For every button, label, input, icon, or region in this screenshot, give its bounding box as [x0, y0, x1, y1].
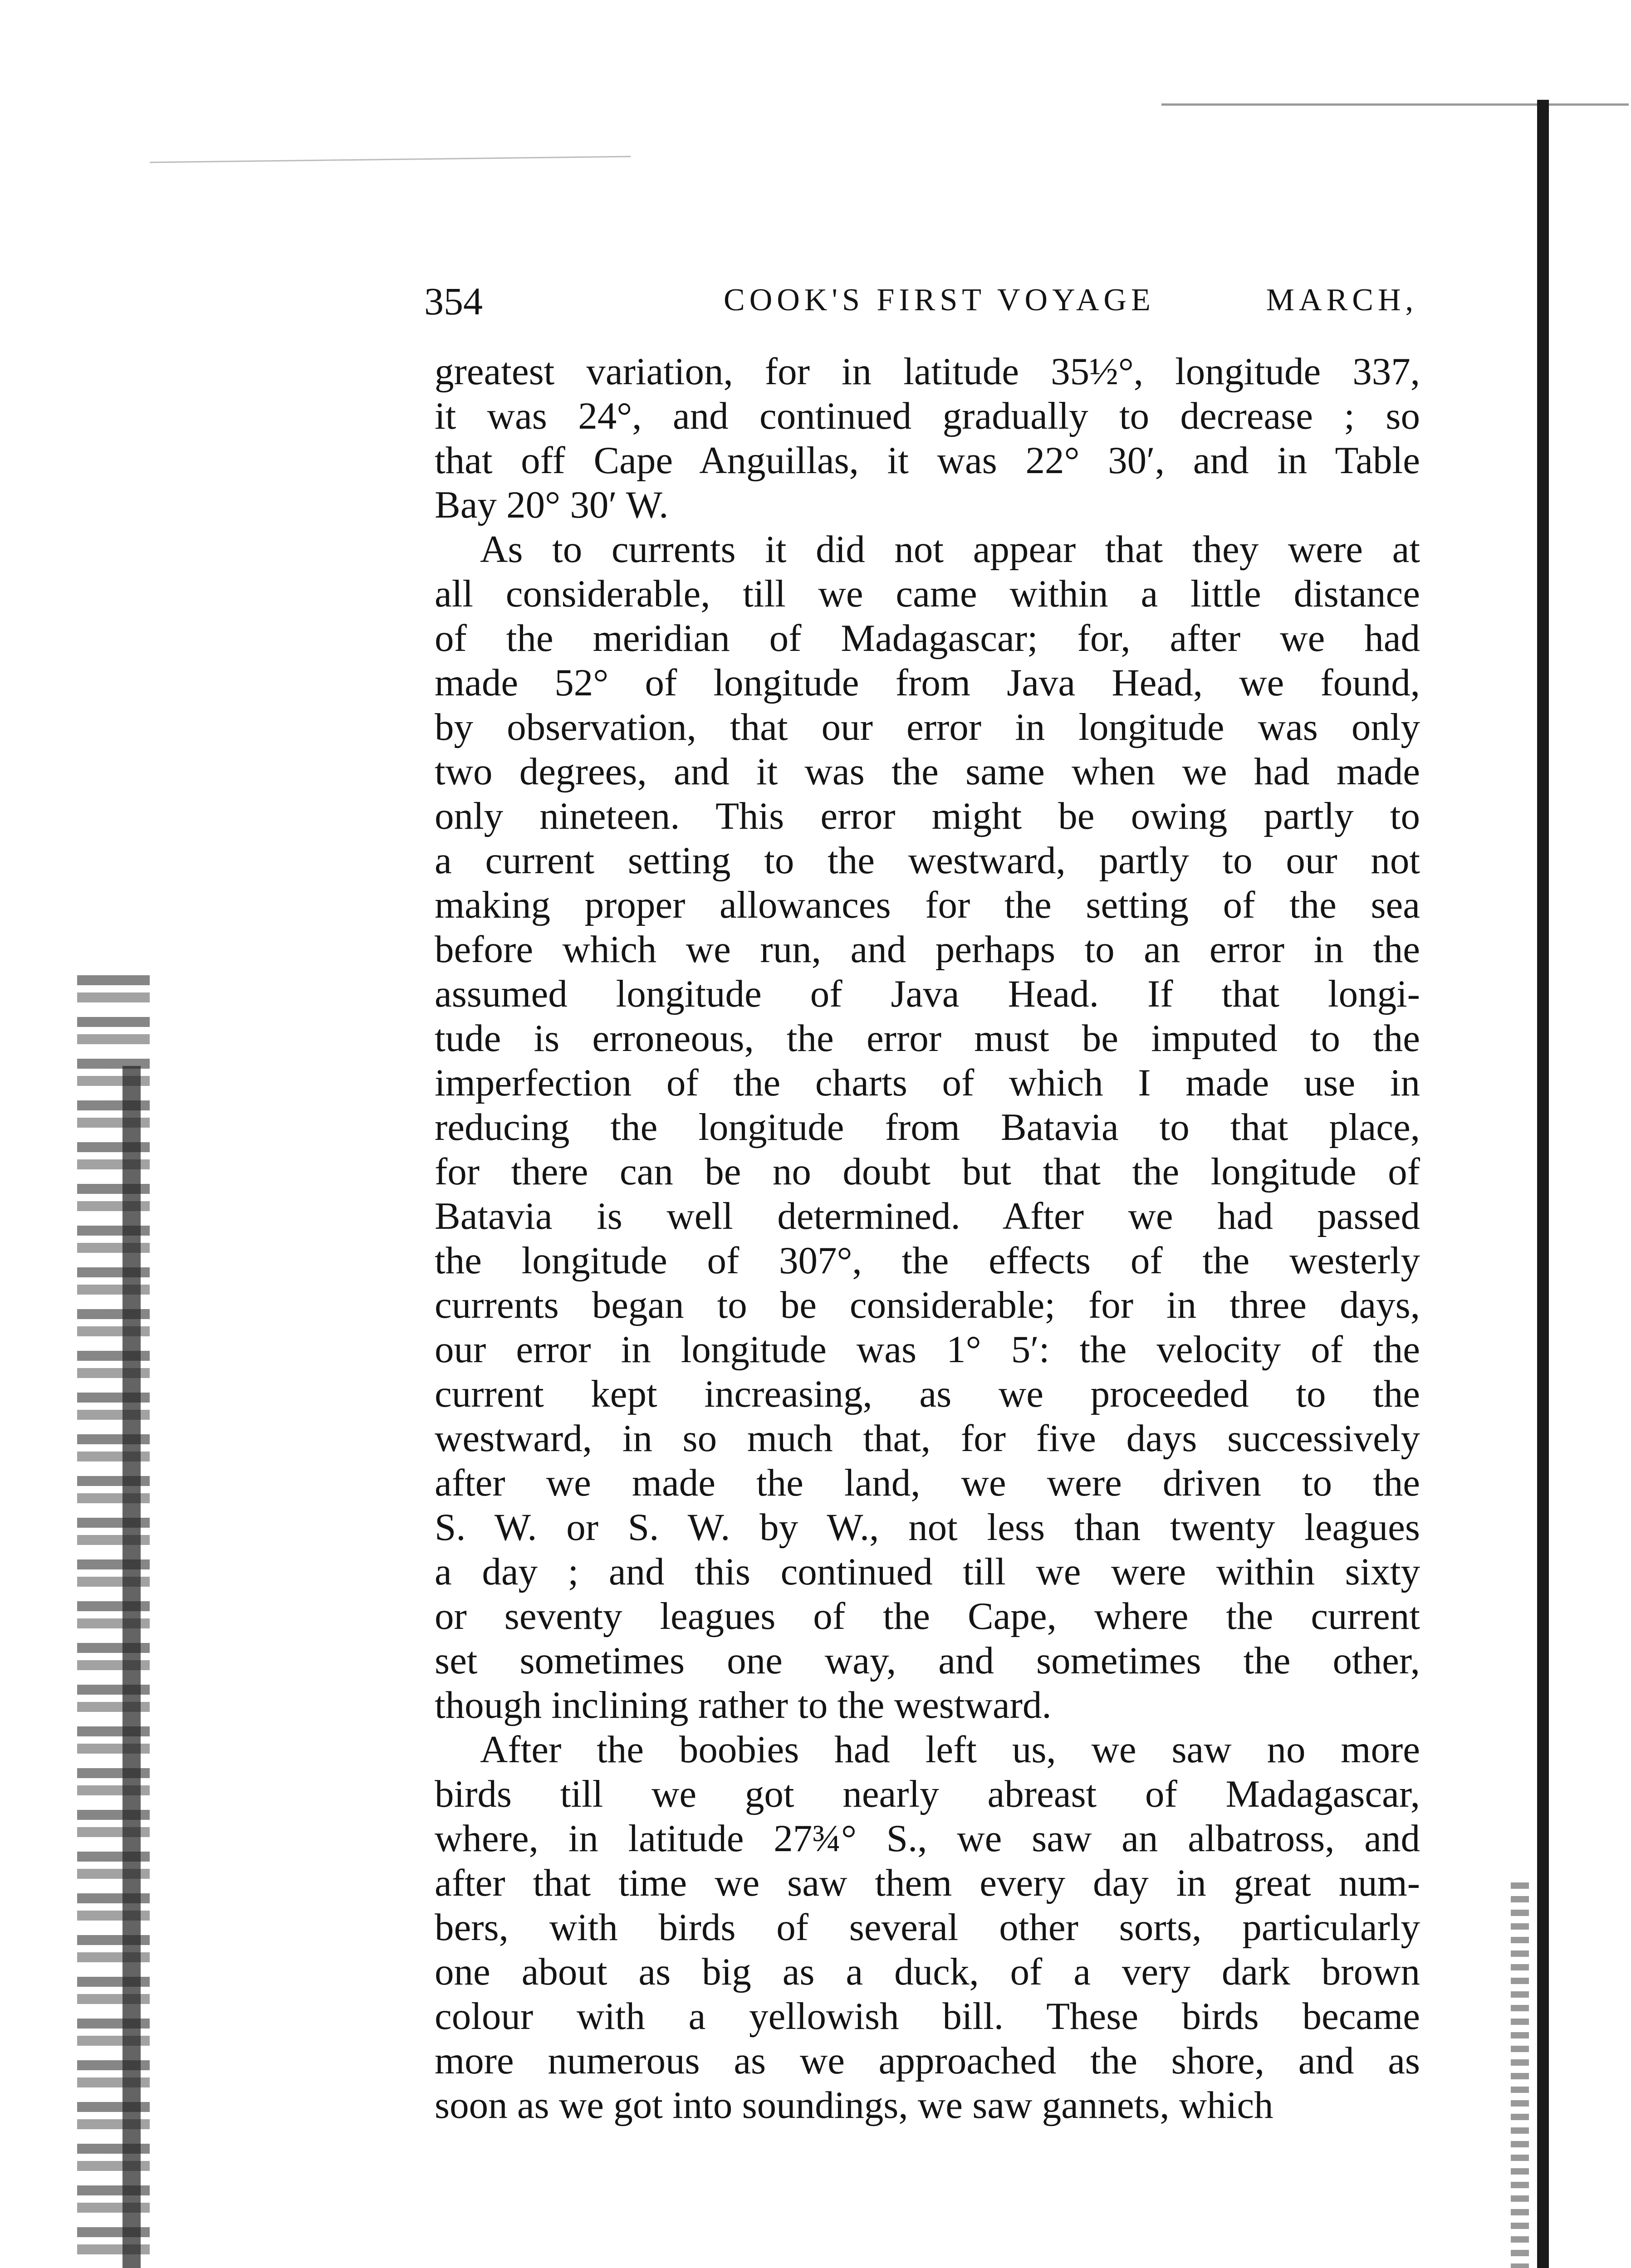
text-line: for there can be no doubt but that the longitude of [435, 1150, 1420, 1193]
text-line: after we made the land, we were driven to the [435, 1461, 1420, 1504]
body-text [435, 349, 1420, 2136]
running-header [424, 279, 1418, 328]
scan-artifact-top [150, 156, 631, 163]
text-line: or seventy leagues of the Cape, where the current [435, 1595, 1420, 1637]
text-line: westward, in so much that, for five days successively [435, 1417, 1420, 1460]
text-line: all considerable, till we came within a little distance [435, 572, 1420, 615]
text-line: birds till we got nearly abreast of Madagascar, [435, 1773, 1420, 1815]
text-line: assumed longitude of Java Head. If that longi- [435, 973, 1420, 1015]
text-line: after that time we saw them every day in great num- [435, 1862, 1420, 1904]
text-line: S. W. or S. W. by W., not less than twenty leagues [435, 1506, 1420, 1549]
text-line: more numerous as we approached the shore, and as [435, 2039, 1420, 2082]
text-line: where, in latitude 27¾° S., we saw an albatross, and [435, 1817, 1420, 1860]
running-title: COOK'S FIRST VOYAGE [724, 283, 1155, 318]
text-line: greatest variation, for in latitude 35½°, longitude 337, [435, 350, 1420, 393]
text-line: made 52° of longitude from Java Head, we found, [435, 661, 1420, 704]
text-line: that off Cape Anguillas, it was 22° 30′, and in Table [435, 439, 1420, 482]
text-line: Batavia is well determined. After we had passed [435, 1195, 1420, 1237]
text-line: making proper allowances for the setting of the sea [435, 884, 1420, 926]
text-line: As to currents it did not appear that they were at [480, 528, 1420, 571]
text-line: currents began to be considerable; for in three days, [435, 1284, 1420, 1326]
running-month: MARCH, [1266, 283, 1418, 318]
text-line: though inclining rather to the westward. [435, 1684, 1052, 1726]
page-number: 354 [424, 279, 483, 323]
text-line: colour with a yellowish bill. These birds became [435, 1995, 1420, 2038]
text-line: of the meridian of Madagascar; for, after we had [435, 617, 1420, 660]
page-edge-right [1537, 100, 1549, 2268]
text-line: before which we run, and perhaps to an error in the [435, 928, 1420, 971]
text-line: current kept increasing, as we proceeded to the [435, 1373, 1420, 1415]
text-line: Bay 20° 30′ W. [435, 484, 669, 526]
text-line: it was 24°, and continued gradually to decrease ; so [435, 395, 1420, 437]
text-line: bers, with birds of several other sorts, particularly [435, 1906, 1420, 1949]
text-line: two degrees, and it was the same when we had made [435, 750, 1420, 793]
text-line: soon as we got into soundings, we saw gannets, which [435, 2084, 1273, 2126]
text-line: our error in longitude was 1° 5′: the velocity of the [435, 1328, 1420, 1371]
binding-shadow-inner [122, 1066, 141, 2268]
paragraph [435, 1727, 1420, 2127]
text-line: tude is erroneous, the error must be imputed to the [435, 1017, 1420, 1060]
paragraph [435, 527, 1420, 1727]
page-edge-top [1161, 103, 1629, 106]
text-line: After the boobies had left us, we saw no more [480, 1728, 1420, 1771]
text-line: imperfection of the charts of which I made use in [435, 1061, 1420, 1104]
text-line: one about as big as a duck, of a very dark brown [435, 1950, 1420, 1993]
text-line: only nineteen. This error might be owing partly to [435, 795, 1420, 837]
text-line: set sometimes one way, and sometimes the other, [435, 1639, 1420, 1682]
text-line: reducing the longitude from Batavia to that place, [435, 1106, 1420, 1149]
text-line: by observation, that our error in longitude was only [435, 706, 1420, 748]
paragraph [435, 349, 1420, 527]
scan-noise-right [1511, 1882, 1529, 2268]
text-line: a current setting to the westward, partly to our not [435, 839, 1420, 882]
text-line: the longitude of 307°, the effects of the westerly [435, 1239, 1420, 1282]
text-line: a day ; and this continued till we were within sixty [435, 1550, 1420, 1593]
